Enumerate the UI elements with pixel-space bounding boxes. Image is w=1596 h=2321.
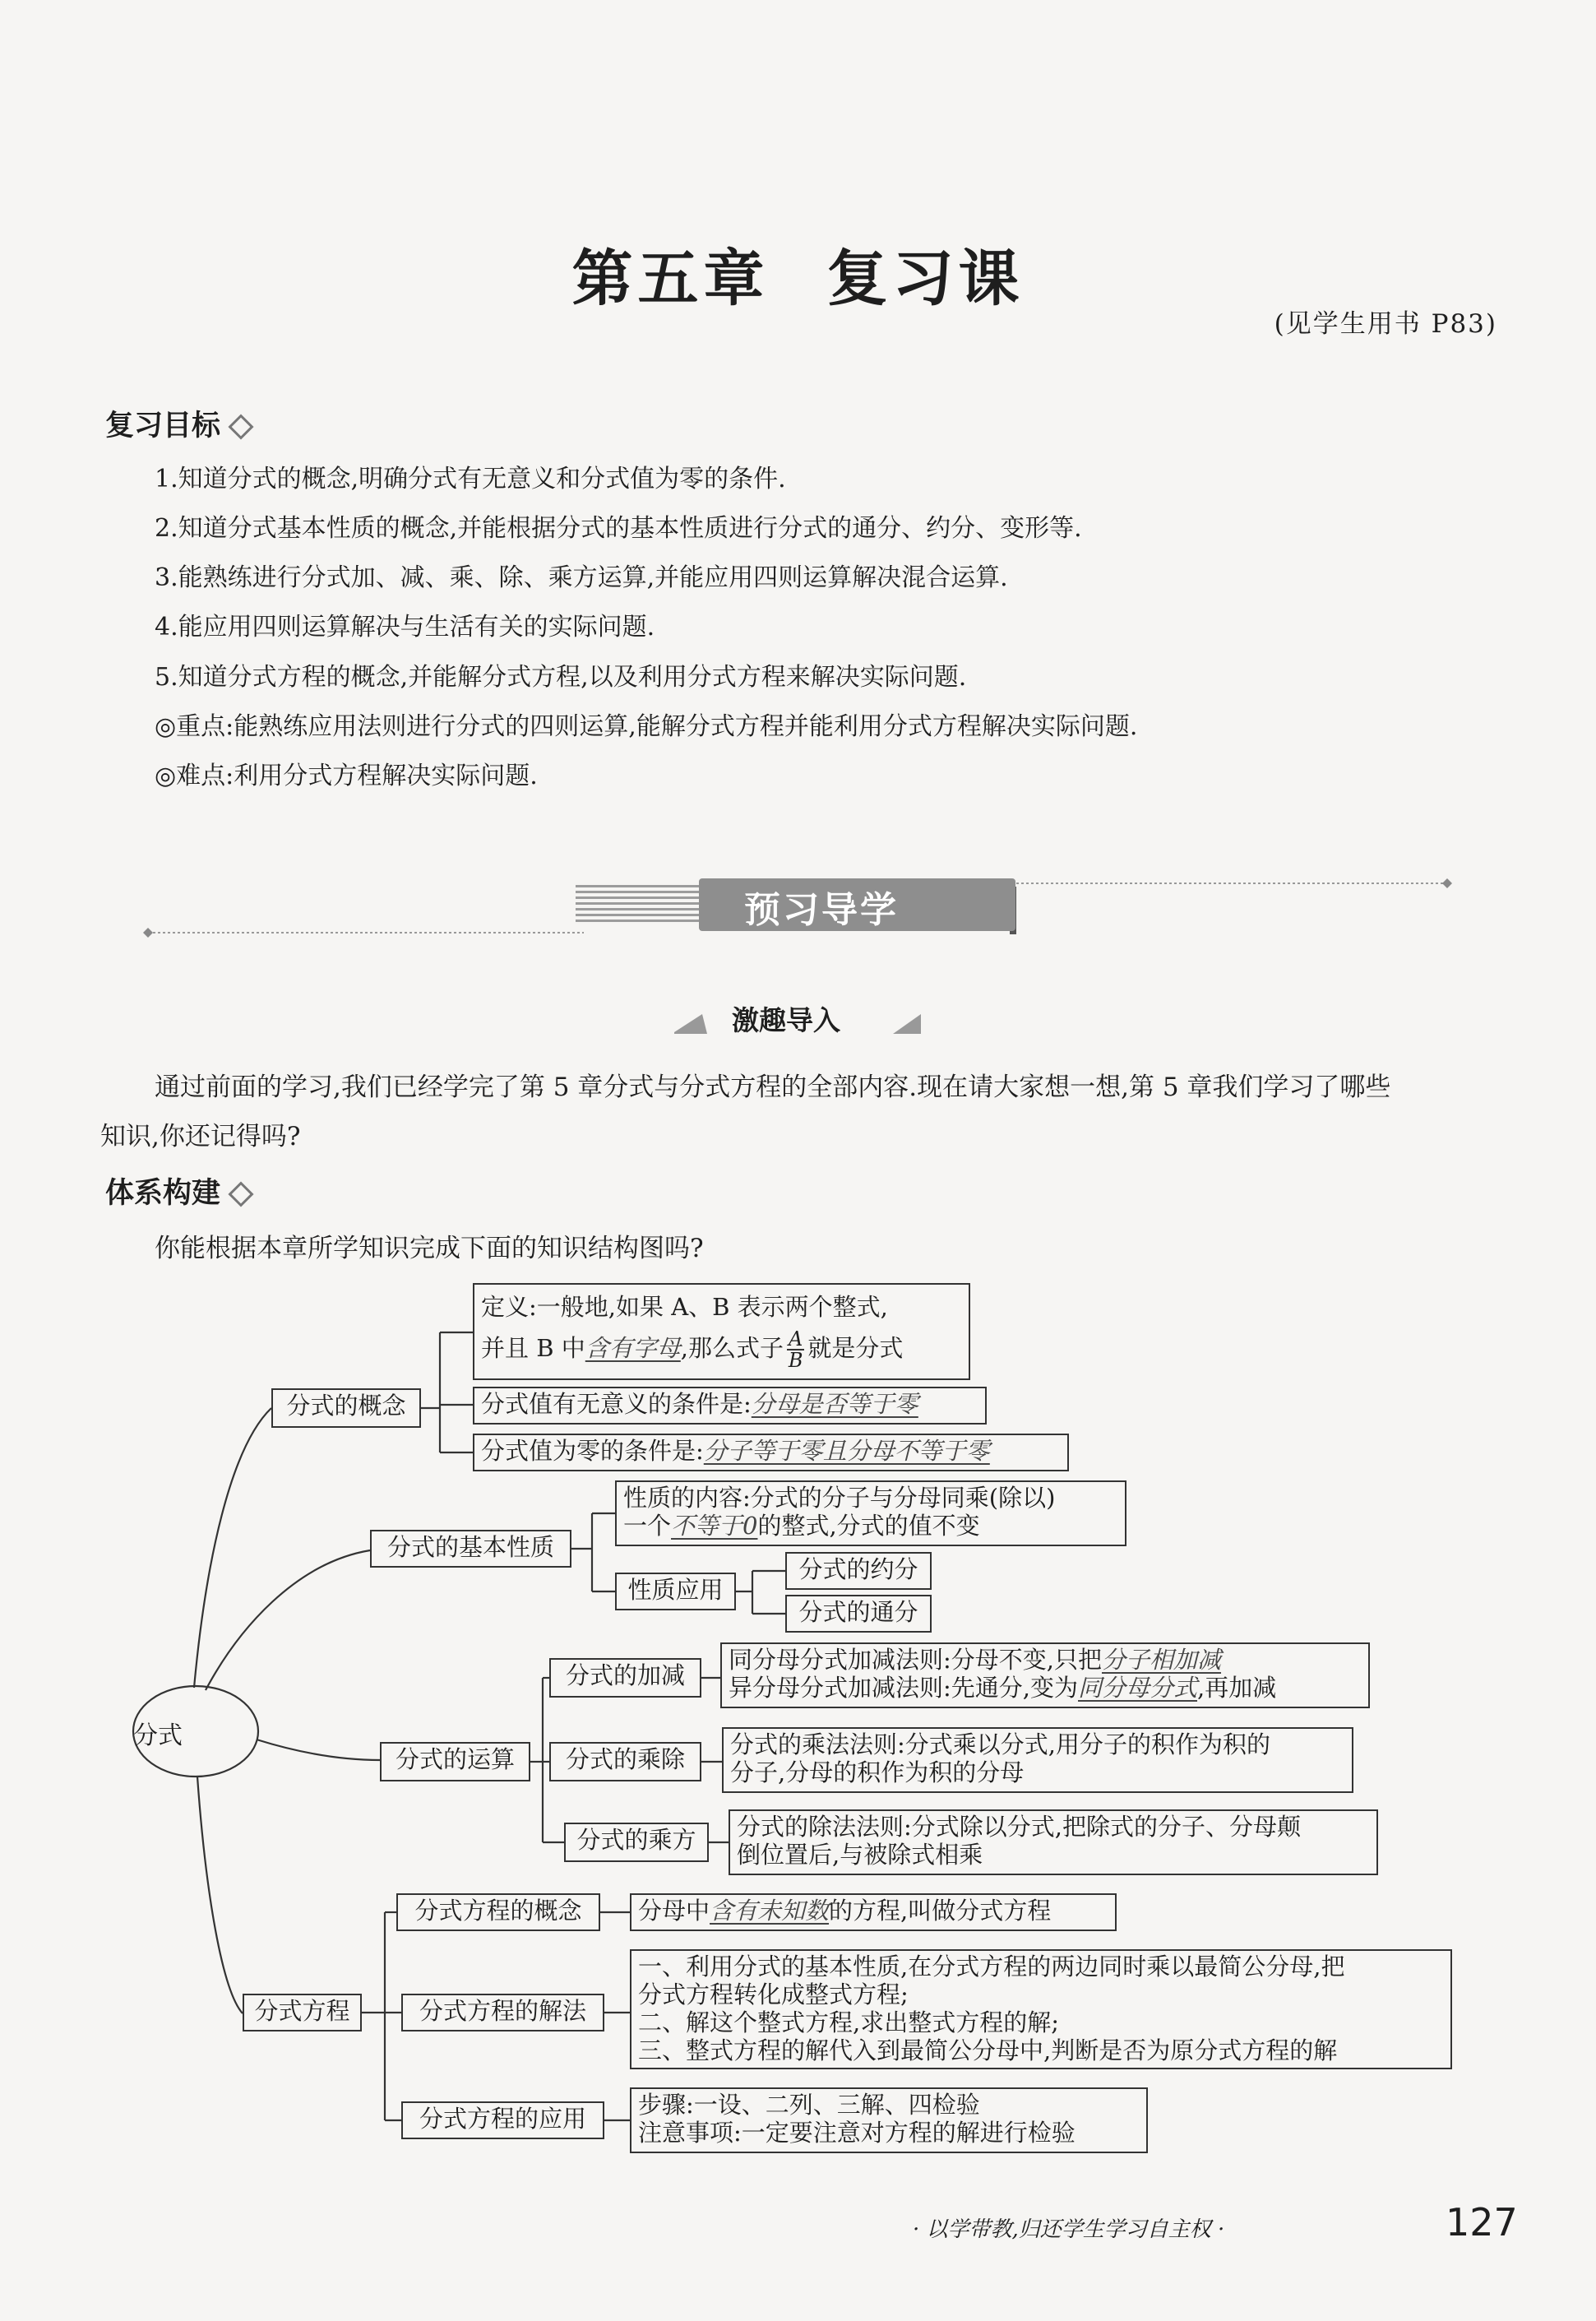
solve-steps: 一、利用分式的基本性质,在分式方程的两边同时乘以最简公分母,把 分式方程转化成整式方程; 二、解这个整式方程,求出整式方程的解; 三、整式方程的解代入到最简公分母中,判断是否为原分式方程的解 bbox=[630, 1949, 1452, 2069]
property-content: 性质的内容:分式的分子与分母同乘(除以) 一个不等于0的整式,分式的值不变 bbox=[615, 1480, 1126, 1546]
intro-heading: 激趣导入 bbox=[732, 1004, 840, 1036]
goal-item: 4.能应用四则运算解决与生活有关的实际问题. bbox=[155, 613, 655, 642]
node-property-apply: 性质应用 bbox=[615, 1573, 736, 1610]
node-common-denominator: 分式的通分 bbox=[785, 1595, 932, 1633]
fill-in-answer: 含有字母 bbox=[585, 1334, 681, 1362]
chapter-label: 第五章 bbox=[571, 243, 770, 314]
node-basic-property: 分式的基本性质 bbox=[370, 1530, 571, 1568]
node-add-sub: 分式的加减 bbox=[549, 1658, 701, 1698]
fill-in-answer: 含有未知数 bbox=[710, 1897, 830, 1925]
fraction-a-over-b: $\frac{A}{B}$ bbox=[788, 1327, 803, 1372]
application-steps: 步骤:一设、二列、三解、四检验 注意事项:一定要注意对方程的解进行检验 bbox=[630, 2087, 1148, 2153]
goal-item: 5.知道分式方程的概念,并能解分式方程,以及利用分式方程来解决实际问题. bbox=[155, 663, 967, 692]
node-equation: 分式方程 bbox=[243, 1994, 362, 2031]
node-power: 分式的乘方 bbox=[564, 1823, 709, 1862]
system-prompt: 你能根据本章所学知识完成下面的知识结构图吗? bbox=[155, 1234, 704, 1263]
node-operations: 分式的运算 bbox=[380, 1742, 530, 1781]
key-point: ◎重点:能熟练应用法则进行分式的四则运算,能解分式方程并能利用分式方程解决实际问题. bbox=[155, 712, 1138, 741]
root-node: 分式 bbox=[133, 1721, 183, 1750]
definition-line: 并且 B 中含有字母,那么式子 $\frac{A}{B}$ 就是分式 bbox=[481, 1327, 904, 1372]
goal-item: 1.知道分式的概念,明确分式有无意义和分式值为零的条件. bbox=[155, 465, 786, 493]
fill-in-answer: 分母是否等于零 bbox=[751, 1390, 918, 1418]
node-mul-div: 分式的乘除 bbox=[549, 1742, 701, 1781]
meaningless-condition: 分式值有无意义的条件是:分母是否等于零 bbox=[473, 1387, 987, 1425]
node-equation-solve: 分式方程的解法 bbox=[401, 1994, 604, 2031]
book-reference: (见学生用书 P83) bbox=[1274, 309, 1497, 339]
banner-label: 预习导学 bbox=[744, 889, 899, 931]
equation-definition: 分母中含有未知数的方程,叫做分式方程 bbox=[630, 1893, 1117, 1931]
division-rule: 分式的除法法则:分式除以分式,把除式的分子、分母颠 倒位置后,与被除式相乘 bbox=[729, 1809, 1378, 1875]
node-equation-concept: 分式方程的概念 bbox=[396, 1893, 600, 1931]
difficult-point: ◎难点:利用分式方程解决实际问题. bbox=[155, 762, 538, 790]
lesson-label: 复习课 bbox=[826, 243, 1025, 314]
fill-in-answer: 不等于0 bbox=[671, 1512, 758, 1540]
intro-text: 知识,你还记得吗? bbox=[100, 1122, 301, 1151]
page-number: 127 bbox=[1446, 2200, 1518, 2245]
node-reduce: 分式的约分 bbox=[785, 1552, 932, 1590]
fill-in-answer: 分子相加减 bbox=[1102, 1646, 1222, 1674]
goal-item: 3.能熟练进行分式加、减、乘、除、乘方运算,并能应用四则运算解决混合运算. bbox=[155, 563, 1008, 592]
fill-in-answer: 同分母分式 bbox=[1078, 1674, 1198, 1702]
node-equation-apply: 分式方程的应用 bbox=[401, 2101, 604, 2139]
intro-text: 通过前面的学习,我们已经学完了第 5 章分式与分式方程的全部内容.现在请大家想一想,第 5 章我们学习了哪些 bbox=[155, 1072, 1391, 1102]
goal-item: 2.知道分式基本性质的概念,并能根据分式的基本性质进行分式的通分、约分、变形等. bbox=[155, 514, 1082, 543]
definition-line: 定义:一般地,如果 A、B 表示两个整式, bbox=[481, 1293, 888, 1321]
zero-condition: 分式值为零的条件是:分子等于零且分母不等于零 bbox=[473, 1434, 1069, 1471]
node-concept: 分式的概念 bbox=[271, 1388, 421, 1428]
multiplication-rule: 分式的乘法法则:分式乘以分式,用分子的积作为积的 分子,分母的积作为积的分母 bbox=[722, 1727, 1353, 1793]
add-sub-rules: 同分母分式加减法则:分母不变,只把分子相加减 异分母分式加减法则:先通分,变为同分母分式,再加减 bbox=[720, 1642, 1370, 1708]
footer-slogan: · 以学带教,归还学生学习自主权 · bbox=[913, 2217, 1225, 2242]
fill-in-answer: 分子等于零且分母不等于零 bbox=[703, 1437, 990, 1465]
goals-heading-text: 复习目标 bbox=[105, 410, 221, 442]
definition-box bbox=[473, 1283, 970, 1380]
system-heading-text: 体系构建 bbox=[105, 1177, 221, 1210]
